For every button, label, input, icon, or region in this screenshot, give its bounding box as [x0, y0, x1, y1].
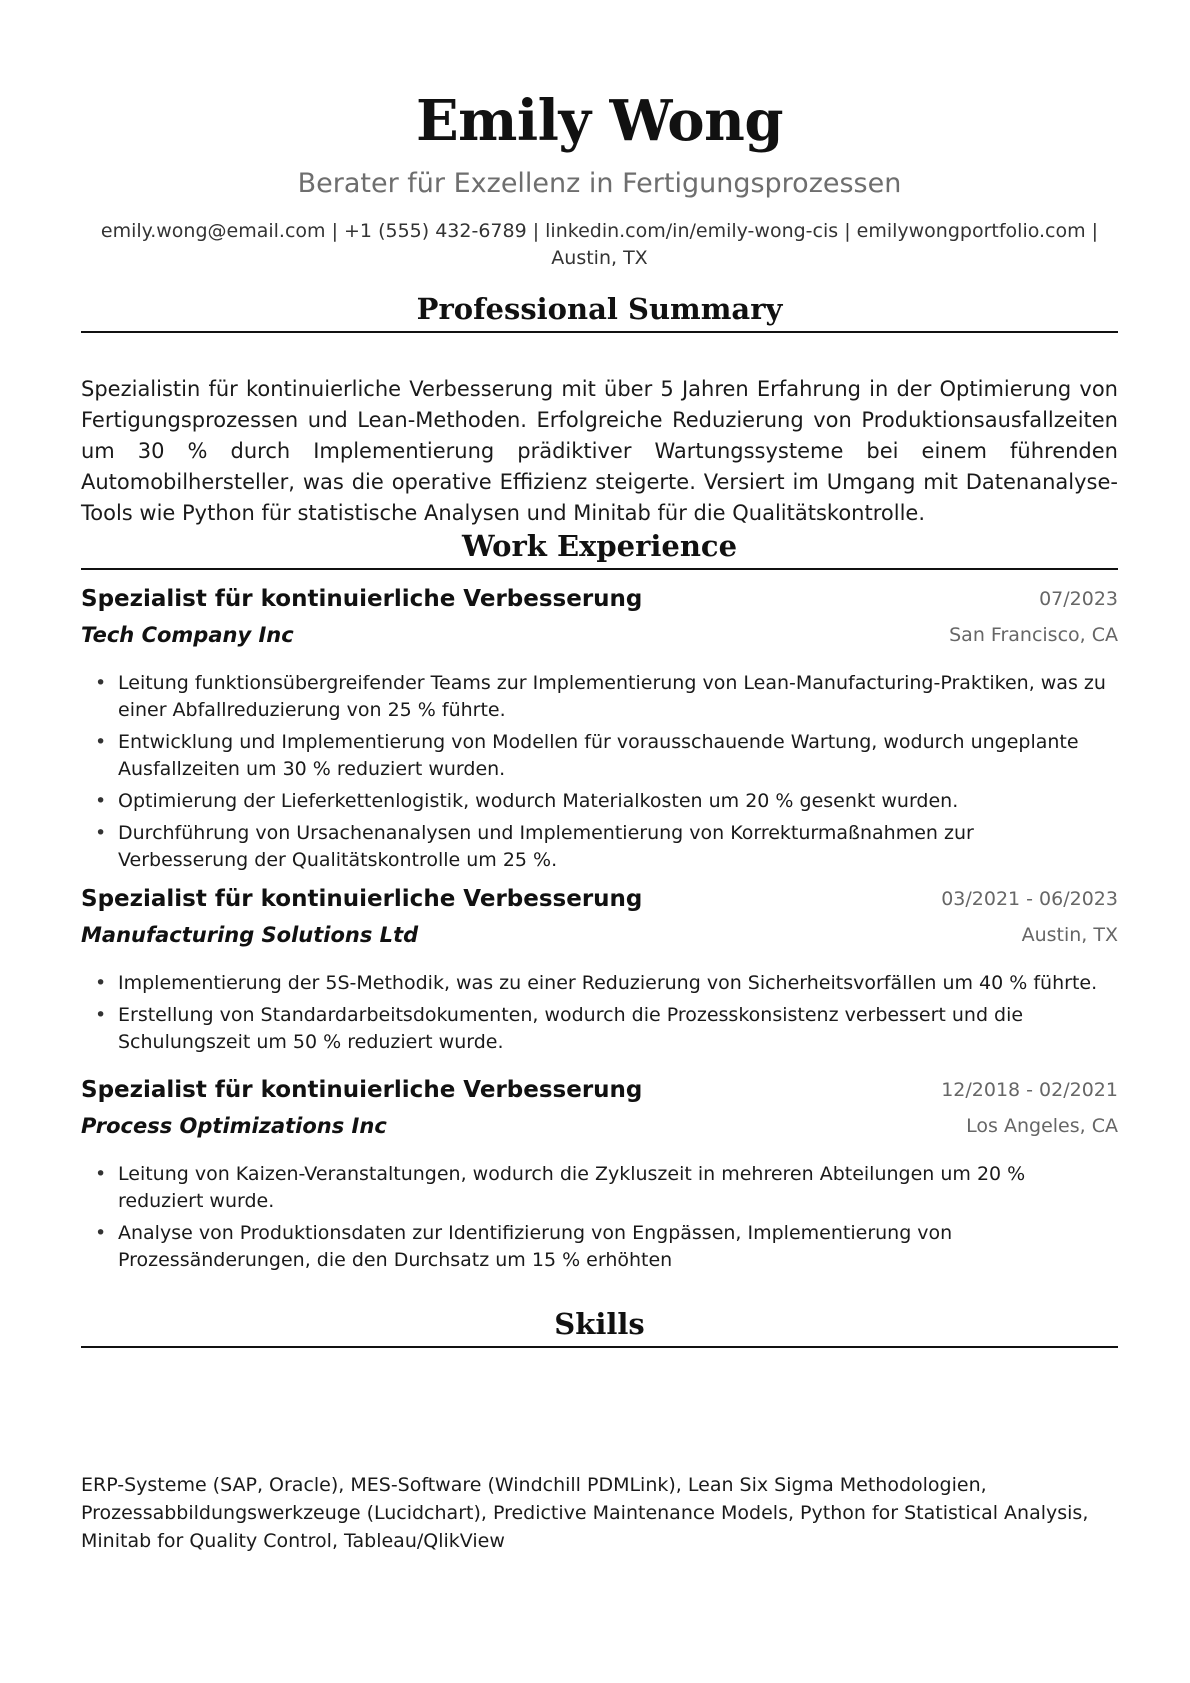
job-title: Spezialist für kontinuierliche Verbesserung	[81, 1077, 643, 1103]
skills-text: ERP-Systeme (SAP, Oracle), MES-Software (Windchill PDMLink), Lean Six Sigma Methodologien, Prozessabbildungswerkzeuge (Lucidchart), Predictive Maintenance Models, Python for Statistical Analysis, Minitab for Quality Control, Tableau/QlikView	[81, 1474, 1089, 1552]
section-divider	[81, 1346, 1118, 1348]
section-title-skills: Skills	[554, 1307, 645, 1341]
job-bullets	[81, 1161, 1118, 1279]
job-bullet: • Durchführung von Ursachenanalysen und Implementierung von Korrekturmaßnahmen zur Verbesserung der Qualitätskontrolle um 25 %.	[81, 820, 1118, 874]
job-location: Los Angeles, CA	[966, 1115, 1118, 1137]
section-title-experience: Work Experience	[461, 529, 738, 563]
job-bullets	[81, 970, 1118, 1061]
contact-info: emily.wong@email.com | +1 (555) 432-6789 | linkedin.com/in/emily-wong-cis | emilywongportfolio.com | Austin, TX	[100, 220, 1099, 269]
job-bullet: • Optimierung der Lieferkettenlogistik, wodurch Materialkosten um 20 % gesenkt wurden.	[81, 788, 1118, 815]
job-company: Tech Company Inc	[81, 623, 294, 647]
job-bullet: • Leitung von Kaizen-Veranstaltungen, wodurch die Zykluszeit in mehreren Abteilungen um 20 % reduziert wurde.	[81, 1161, 1118, 1215]
section-divider	[81, 331, 1118, 333]
section-divider	[81, 568, 1118, 570]
job-bullet: • Implementierung der 5S-Methodik, was zu einer Reduzierung von Sicherheitsvorfällen um 40 % führte.	[81, 970, 1118, 997]
candidate-name: Emily Wong	[415, 88, 784, 154]
job-location: San Francisco, CA	[949, 624, 1118, 646]
job-location: Austin, TX	[1021, 924, 1118, 946]
section-title-summary: Professional Summary	[416, 292, 783, 326]
job-bullet: • Entwicklung und Implementierung von Modellen für vorausschauende Wartung, wodurch ungeplante Ausfallzeiten um 30 % reduziert wurden.	[81, 729, 1118, 783]
job-title: Spezialist für kontinuierliche Verbesserung	[81, 886, 643, 912]
job-bullet: • Erstellung von Standardarbeitsdokumenten, wodurch die Prozesskonsistenz verbessert und die Schulungszeit um 50 % reduziert wurde.	[81, 1002, 1118, 1056]
job-bullets	[81, 670, 1118, 879]
job-bullet: • Analyse von Produktionsdaten zur Identifizierung von Engpässen, Implementierung von Prozessänderungen, die den Durchsatz um 15 % erhöhten	[81, 1220, 1118, 1274]
job-company: Manufacturing Solutions Ltd	[81, 923, 419, 947]
job-date: 03/2021 - 06/2023	[941, 888, 1118, 910]
summary-text: Spezialistin für kontinuierliche Verbesserung mit über 5 Jahren Erfahrung in der Optimierung von Fertigungsprozessen und Lean-Methoden. Erfolgreiche Reduzierung von Produktionsausfallzeiten um 30 % durch Implementierung prädiktiver Wartungssysteme bei einem führenden Automobilhersteller, was die operative Effizienz steigerte. Versiert im Umgang mit Datenanalyse-Tools wie Python für statistische Analysen und Minitab für die Qualitätskontrolle.	[81, 377, 1118, 525]
job-company: Process Optimizations Inc	[81, 1114, 387, 1138]
job-bullet: • Leitung funktionsübergreifender Teams zur Implementierung von Lean-Manufacturing-Praktiken, was zu einer Abfallreduzierung von 25 % führte.	[81, 670, 1118, 724]
job-date: 12/2018 - 02/2021	[941, 1079, 1118, 1101]
job-title: Spezialist für kontinuierliche Verbesserung	[81, 586, 643, 612]
candidate-headline: Berater für Exzellenz in Fertigungsprozessen	[297, 168, 902, 199]
job-date: 07/2023	[1039, 588, 1118, 610]
